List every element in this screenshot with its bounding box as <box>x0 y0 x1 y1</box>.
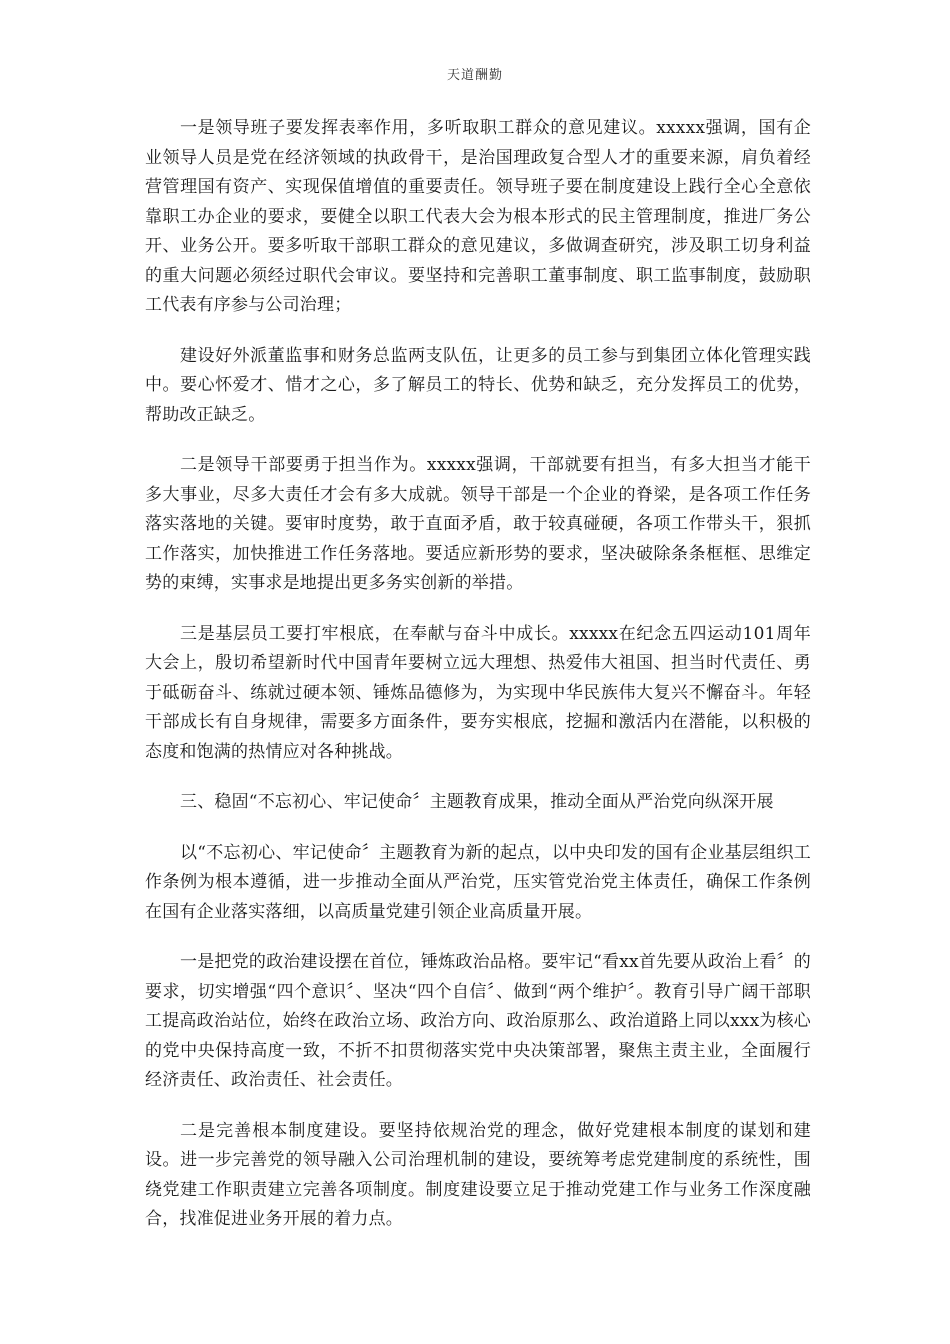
paragraph-starting-point: 以“不忘初心、牢记使命〞主题教育为新的起点，以中央印发的国有企业基层组织工作条例为根本遵循，进一步推动全面从严治党，压实管党治党主体责任，确保工作条例在国有企业落实落细，以高质量党建引领企业高质量开展。 <box>145 842 811 922</box>
document-body <box>145 114 811 1256</box>
paragraph-cadres-responsibility: 二是领导干部要勇于担当作为。xxxxx强调，干部就要有担当，有多大担当才能干多大事业，尽多大责任才会有多大成就。领导干部是一个企业的脊梁，是各项工作任务落实落地的关键。要审时度势，敢于直面矛盾，敢于较真碰硬，各项工作带头干，狠抓工作落实，加快推进工作任务落地。要适应新形势的要求，坚决破除条条框框、思维定势的束缚，实事求是地提出更多务实创新的举措。 <box>145 455 811 593</box>
section-heading-three: 三、稳固“不忘初心、牢记使命〞主题教育成果，推动全面从严治党向纵深开展 <box>180 792 774 812</box>
paragraph-leadership-role-model: 一是领导班子要发挥表率作用，多听取职工群众的意见建议。xxxxx强调，国有企业领导人员是党在经济领域的执政骨干，是治国理政复合型人才的重要来源，肩负着经营管理国有资产、实现保值增值的重要责任。领导班子要在制度建设上践行全心全意依靠职工办企业的要求，要健全以职工代表大会为根本形式的民主管理制度，推进厂务公开、业务公开。要多听取干部职工群众的意见建议，多做调查研究，涉及职工切身利益的重大问题必须经过职代会审议。要坚持和完善职工董事制度、职工监事制度，鼓励职工代表有序参与公司治理； <box>145 118 811 315</box>
paragraph-supervisor-teams: 建设好外派董监事和财务总监两支队伍，让更多的员工参与到集团立体化管理实践中。要心怀爱才、惜才之心，多了解员工的特长、优势和缺乏，充分发挥员工的优势，帮助改正缺乏。 <box>145 345 811 425</box>
paragraph-political-building: 一是把党的政治建设摆在首位，锤炼政治品格。要牢记“看xx首先要从政治上看〞的要求，切实增强“四个意识〞、坚决“四个自信〞、做到“两个维护〞。教育引导广阔干部职工提高政治站位，始终在政治立场、政治方向、政治原那么、政治道路上同以xxx为核心的党中央保持高度一致，不折不扣贯彻落实党中央决策部署，聚焦主责主业，全面履行经济责任、政治责任、社会责任。 <box>145 952 811 1090</box>
paragraph-grassroots-employees: 三是基层员工要打牢根底，在奉献与奋斗中成长。xxxxx在纪念五四运动101周年大会上，殷切希望新时代中国青年要树立远大理想、热爱伟大祖国、担当时代责任、勇于砥砺奋斗、练就过硬本领、锤炼品德修为，为实现中华民族伟大复兴不懈奋斗。年轻干部成长有自身规律，需要多方面条件，要夯实根底，挖掘和激活内在潜能，以积极的态度和饱满的热情应对各种挑战。 <box>145 623 811 762</box>
page-header: 天道酬勤 <box>446 68 503 83</box>
paragraph-institution-building: 二是完善根本制度建设。要坚持依规治党的理念，做好党建根本制度的谋划和建设。进一步完善党的领导融入公司治理机制的建设，要统筹考虑党建制度的系统性，围绕党建工作职责建立完善各项制度。制度建设要立足于推动党建工作与业务工作深度融合，找准促进业务开展的着力点。 <box>145 1120 811 1229</box>
